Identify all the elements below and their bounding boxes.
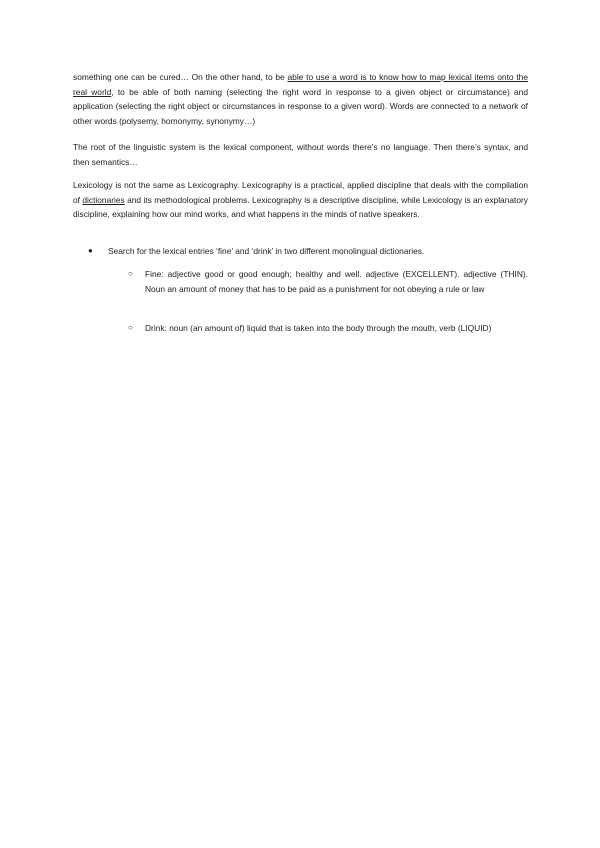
circle-bullet-icon: ○ <box>128 323 133 332</box>
paragraph-lexical-root: The root of the linguistic system is the lexical component, without words there’s no language. Then there’s syntax, and then semantics… <box>73 142 528 167</box>
paragraph-text: and its methodological problems. Lexicography is a descriptive discipline, while Lexicology is an explanatory discipline, explaining how our mind works, and what happens in the minds of native speakers. <box>73 194 528 219</box>
sub-item-text: Drink: noun (an amount of) liquid that is taken into the body through the mouth, verb (LIQUID) <box>145 323 492 333</box>
paragraph-text: Lexicology is not the same as Lexicography. Lexicography is a practical, applied discipline that deals with the compilation of <box>73 180 528 205</box>
sub-item-text: Fine: adjective good or good enough; healthy and well. adjective (EXCELLENT). adjective (THIN). Noun an amount of money that has to be paid as a punishment for not obeying a rule or law <box>145 269 528 294</box>
paragraph-lexicology <box>73 178 528 222</box>
paragraph-word-usage <box>73 70 528 128</box>
bullet-icon: ● <box>88 246 93 255</box>
underlined-word: dictionaries <box>82 194 125 205</box>
paragraph-text: , to be able of both naming (selecting the right word in response to a given object or circumstance) and application (selecting the right object or circumstances in response to a given word). Words are connected to a network of other words (polysemy, homonymy, synonymy…) <box>73 86 528 126</box>
circle-bullet-icon: ○ <box>128 269 133 278</box>
bullet-text: Search for the lexical entries ‘fine’ and ‘drink’ in two different monolingual dictionaries. <box>108 246 425 256</box>
paragraph-text: something one can be cured… On the other hand, to be <box>73 72 288 82</box>
underlined-phrase: able to use a word is to know how to map lexical items onto the real world <box>73 72 528 97</box>
